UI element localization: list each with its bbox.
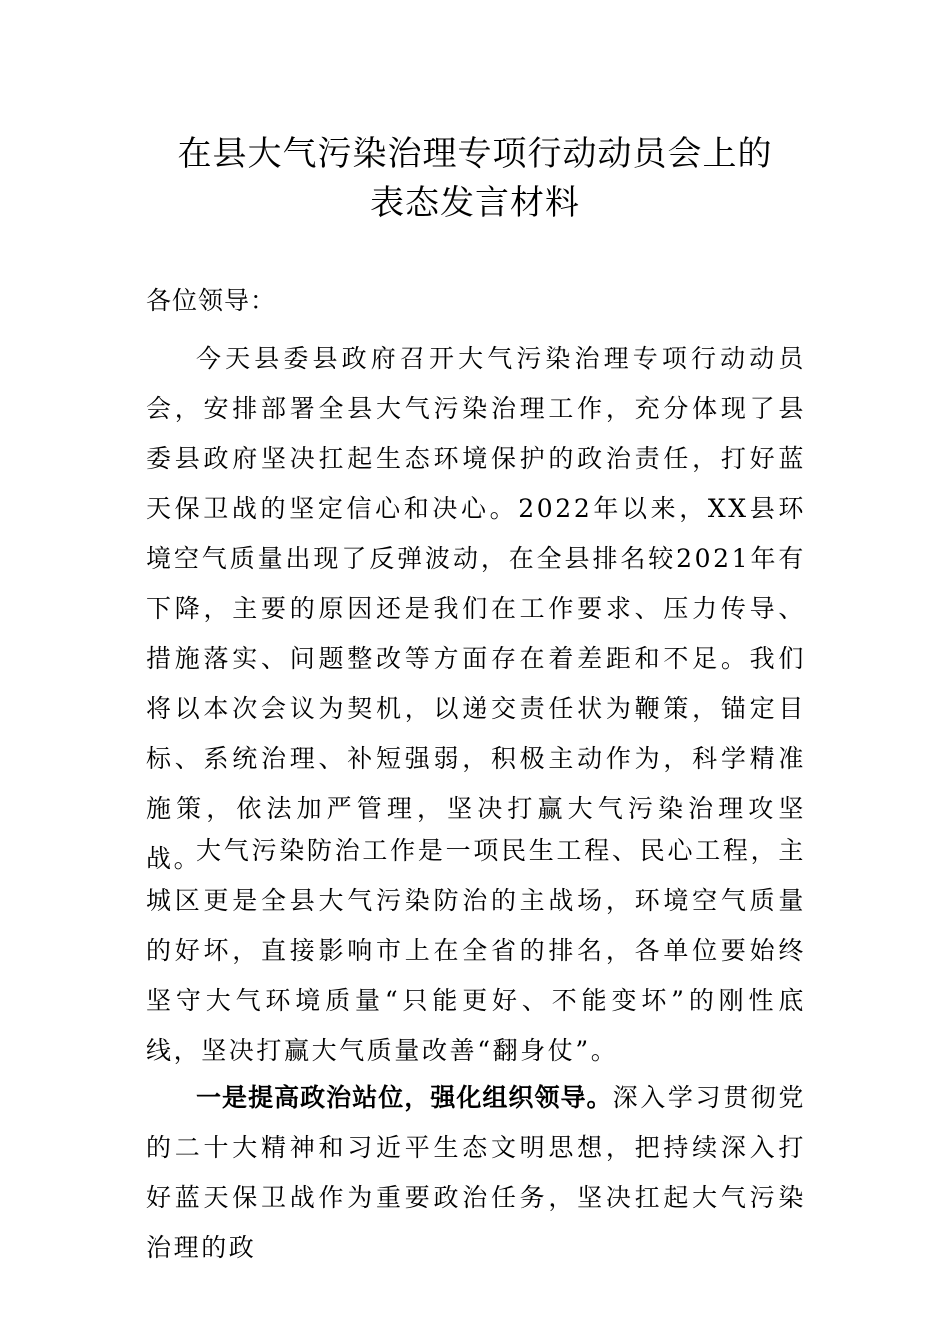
- paragraph-3-text: 深入学习贯彻党的二十大精神和习近平生态文明思想，把持续深入打好蓝天保卫战作为重要政治任务，坚决扛起大气污染治理的政: [146, 1083, 806, 1262]
- paragraph-3: [146, 1073, 806, 1273]
- paragraph-1: 今天县委县政府召开大气污染治理专项行动动员会，安排部署全县大气污染治理工作，充分体现了县委县政府坚决扛起生态环境保护的政治责任，打好蓝天保卫战的坚定信心和决心。2022年以来，XX县环境空气质量出现了反弹波动，在全县排名较2021年有下降，主要的原因还是我们在工作要求、压力传导、措施落实、问题整改等方面存在着差距和不足。我们将以本次会议为契机，以递交责任状为鞭策，锚定目标、系统治理、补短强弱，积极主动作为，科学精准施策，依法加严管理，坚决打赢大气污染治理攻坚战。: [146, 344, 806, 873]
- document-title-line-2: 表态发言材料: [370, 183, 580, 223]
- salutation: 各位领导：: [146, 286, 277, 315]
- document-title-line-1: 在县大气污染治理专项行动动员会上的: [177, 134, 773, 174]
- paragraph-2: 大气污染防治工作是一项民生工程、民心工程，主城区更是全县大气污染防治的主战场，环境空气质量的好坏，直接影响市上在全省的排名，各单位要始终坚守大气环境质量“只能更好、不能变坏”的刚性底线，坚决打赢大气质量改善“翻身仗”。: [146, 836, 806, 1065]
- paragraph-3-lead-heading: 一是提高政治站位，强化组织领导。: [196, 1083, 613, 1112]
